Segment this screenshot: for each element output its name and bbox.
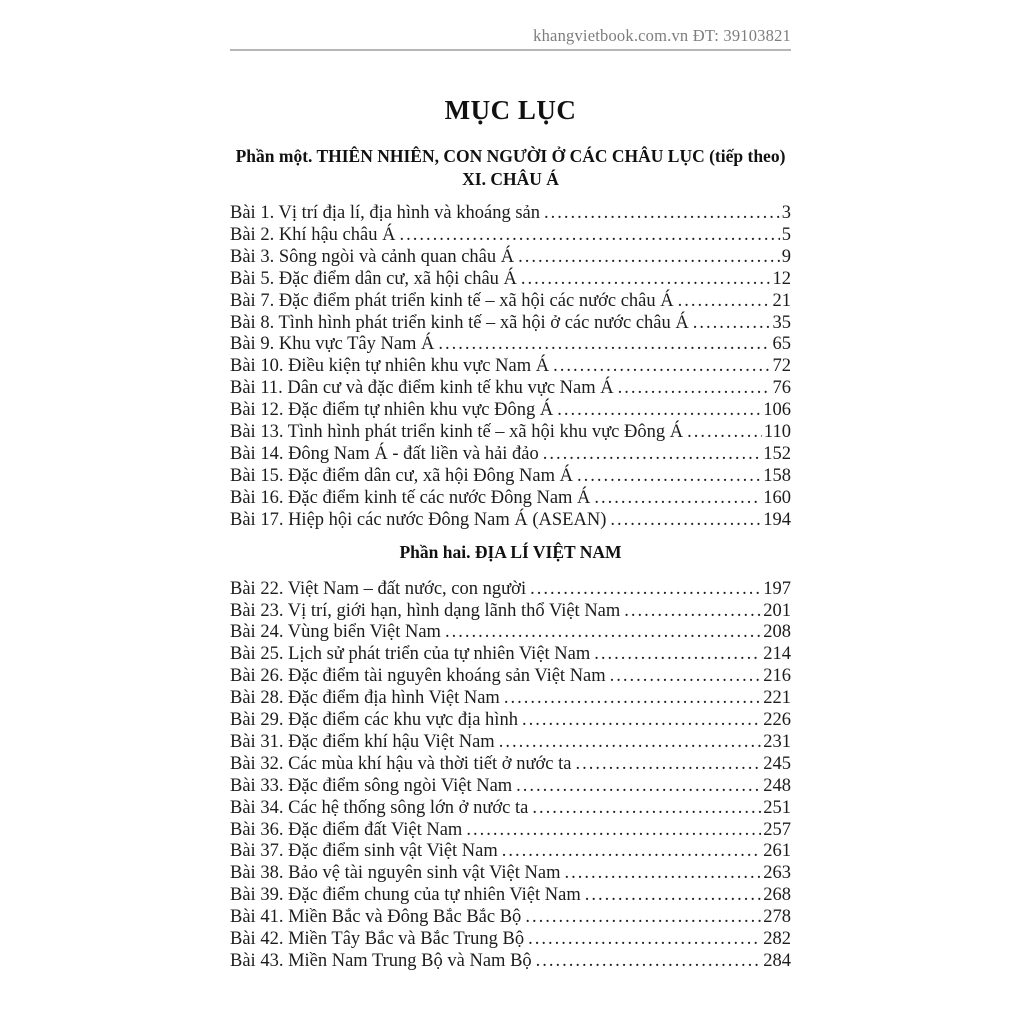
dot-leader [618,378,771,400]
section-entries [230,203,791,532]
site-watermark: khangvietbook.com.vn ĐT: 39103821 [533,26,791,45]
toc-entry-page: 214 [763,644,791,665]
dot-leader [399,225,779,247]
toc-entry [230,422,791,444]
dot-leader [557,400,761,422]
toc-entry-label: Bài 15. Đặc điểm dân cư, xã hội Đông Nam Á [230,465,573,486]
toc-entry-label: Bài 2. Khí hậu châu Á [230,224,396,245]
toc-entry [230,820,791,842]
dot-leader [502,841,761,863]
section-subheading: XI. CHÂU Á [462,169,559,189]
toc-entry-label: Bài 42. Miền Tây Bắc và Bắc Trung Bộ [230,929,525,950]
toc-entry-page: 251 [763,797,791,818]
dot-leader [528,929,761,951]
toc-entry-page: 160 [763,487,791,508]
toc-entry-label: Bài 10. Điều kiện tự nhiên khu vực Nam Á [230,356,550,377]
toc-entry [230,579,791,601]
toc-entry [230,466,791,488]
toc-entry [230,356,791,378]
dot-leader [532,798,761,820]
dot-leader [518,247,780,269]
toc-entry [230,666,791,688]
toc-entry-page: 65 [772,334,791,355]
toc-entry-page: 261 [763,841,791,862]
toc-entry-label: Bài 24. Vùng biển Việt Nam [230,622,441,643]
dot-leader [577,466,761,488]
toc-entry-label: Bài 11. Dân cư và đặc điểm kinh tế khu vực Nam Á [230,378,614,399]
page-title: MỤC LỤC [444,95,577,125]
section-heading: Phần hai. ĐỊA LÍ VIỆT NAM [399,541,622,562]
dot-leader [594,488,761,510]
toc-entry-page: 197 [763,578,791,599]
toc-entry-label: Bài 37. Đặc điểm sinh vật Việt Nam [230,841,498,862]
toc-entry [230,863,791,885]
toc-entry-page: 245 [763,753,791,774]
toc-entry [230,313,791,335]
dot-leader [575,754,761,776]
toc-sections [230,145,791,973]
toc-entry-label: Bài 1. Vị trí địa lí, địa hình và khoáng sản [230,203,541,223]
toc-entry-page: 231 [763,731,791,752]
dot-leader [624,601,761,623]
toc-entry-page: 9 [781,246,791,267]
toc-entry-page: 106 [763,400,791,421]
dot-leader [610,666,762,688]
toc-entry [230,907,791,929]
toc-entry [230,951,791,973]
toc-entry-page: 208 [763,622,791,643]
dot-leader [544,203,780,225]
toc-entry-label: Bài 22. Việt Nam – đất nước, con người [230,578,527,599]
toc-entry-label: Bài 28. Đặc điểm địa hình Việt Nam [230,688,500,709]
dot-leader [499,732,762,754]
dot-leader [504,688,761,710]
toc-entry-page: 194 [763,509,791,530]
toc-entry [230,644,791,666]
toc-entry [230,510,791,532]
toc-entry-page: 216 [763,666,791,687]
toc-entry [230,291,791,313]
toc-entry-label: Bài 43. Miền Nam Trung Bộ và Nam Bộ [230,951,532,971]
toc-entry-page: 257 [763,819,791,840]
toc-entry [230,688,791,710]
header-divider [230,49,791,51]
dot-leader [530,579,761,601]
toc-entry-label: Bài 32. Các mùa khí hậu và thời tiết ở nước ta [230,753,572,774]
toc-entry-label: Bài 17. Hiệp hội các nước Đông Nam Á (ASEAN) [230,509,607,530]
toc-entry-label: Bài 38. Bảo vệ tài nguyên sinh vật Việt Nam [230,863,561,884]
toc-entry-page: 35 [772,312,791,333]
toc-entry-page: 282 [763,929,791,950]
toc-entry-label: Bài 29. Đặc điểm các khu vực địa hình [230,710,518,731]
dot-leader [610,510,761,532]
dot-leader [543,444,761,466]
toc-entry-page: 12 [772,268,791,289]
toc-entry-page: 72 [772,356,791,377]
toc-entry [230,885,791,907]
toc-entry-page: 21 [772,290,791,311]
toc-entry-label: Bài 13. Tình hình phát triển kinh tế – xã hội khu vực Đông Á [230,422,684,443]
dot-leader [521,269,771,291]
toc-entry-label: Bài 41. Miền Bắc và Đông Bắc Bắc Bộ [230,907,522,928]
toc-entry-page: 278 [763,907,791,928]
toc-entry [230,798,791,820]
toc-entry-page: 152 [763,443,791,464]
toc-entry-label: Bài 34. Các hệ thống sông lớn ở nước ta [230,797,529,818]
toc-entry-label: Bài 33. Đặc điểm sông ngòi Việt Nam [230,775,513,796]
dot-leader [585,885,762,907]
toc-entry [230,378,791,400]
toc-entry-page: 263 [763,863,791,884]
toc-entry-page: 76 [772,378,791,399]
dot-leader [536,951,762,973]
toc-entry-label: Bài 9. Khu vực Tây Nam Á [230,334,435,355]
toc-entry-page: 110 [763,422,791,443]
dot-leader [553,356,770,378]
toc-entry-page: 248 [763,775,791,796]
toc-entry [230,710,791,732]
toc-entry-label: Bài 25. Lịch sử phát triển của tự nhiên Việt Nam [230,644,591,665]
toc-section [230,541,791,973]
dot-leader [522,710,761,732]
dot-leader [466,820,761,842]
dot-leader [564,863,761,885]
dot-leader [693,313,771,335]
toc-entry [230,601,791,623]
section-entries [230,579,791,973]
page-content [230,0,791,973]
toc-entry [230,225,791,247]
dot-leader [438,334,770,356]
toc-entry-label: Bài 36. Đặc điểm đất Việt Nam [230,819,463,840]
toc-entry [230,732,791,754]
toc-entry-page: 5 [781,224,791,245]
toc-entry-page: 226 [763,710,791,731]
toc-entry-page: 158 [763,465,791,486]
toc-entry [230,400,791,422]
toc-entry [230,488,791,510]
toc-entry [230,841,791,863]
dot-leader [525,907,761,929]
toc-entry-label: Bài 26. Đặc điểm tài nguyên khoáng sản Việt Nam [230,666,606,687]
toc-entry-label: Bài 8. Tình hình phát triển kinh tế – xã hội ở các nước châu Á [230,312,689,333]
dot-leader [516,776,761,798]
toc-entry-label: Bài 12. Đặc điểm tự nhiên khu vực Đông Á [230,400,554,421]
toc-entry-label: Bài 39. Đặc điểm chung của tự nhiên Việt Nam [230,885,581,906]
toc-entry-label: Bài 16. Đặc điểm kinh tế các nước Đông Nam Á [230,487,591,508]
toc-entry-label: Bài 3. Sông ngòi và cảnh quan châu Á [230,246,515,267]
dot-leader [687,422,762,444]
toc-entry [230,929,791,951]
toc-entry [230,754,791,776]
toc-entry-label: Bài 14. Đông Nam Á - đất liền và hải đảo [230,443,539,464]
toc-entry-label: Bài 23. Vị trí, giới hạn, hình dạng lãnh thổ Việt Nam [230,600,621,621]
toc-entry [230,776,791,798]
toc-entry [230,334,791,356]
dot-leader [594,644,761,666]
toc-entry-label: Bài 31. Đặc điểm khí hậu Việt Nam [230,731,495,752]
toc-entry-page: 3 [781,203,791,223]
page-header [230,0,791,51]
toc-entry-page: 221 [763,688,791,709]
toc-entry [230,622,791,644]
toc-entry-label: Bài 5. Đặc điểm dân cư, xã hội châu Á [230,268,517,289]
toc-entry-page: 284 [763,951,791,971]
section-heading: Phần một. THIÊN NHIÊN, CON NGƯỜI Ở CÁC CHÂU LỤC (tiếp theo) [235,146,786,166]
toc-entry-label: Bài 7. Đặc điểm phát triển kinh tế – xã hội các nước châu Á [230,290,674,311]
toc-entry [230,444,791,466]
toc-entry [230,203,791,225]
dot-leader [678,291,771,313]
toc-entry-page: 201 [763,600,791,621]
toc-entry-page: 268 [763,885,791,906]
toc-entry [230,269,791,291]
toc-section [230,145,791,532]
toc-entry [230,247,791,269]
dot-leader [445,622,761,644]
